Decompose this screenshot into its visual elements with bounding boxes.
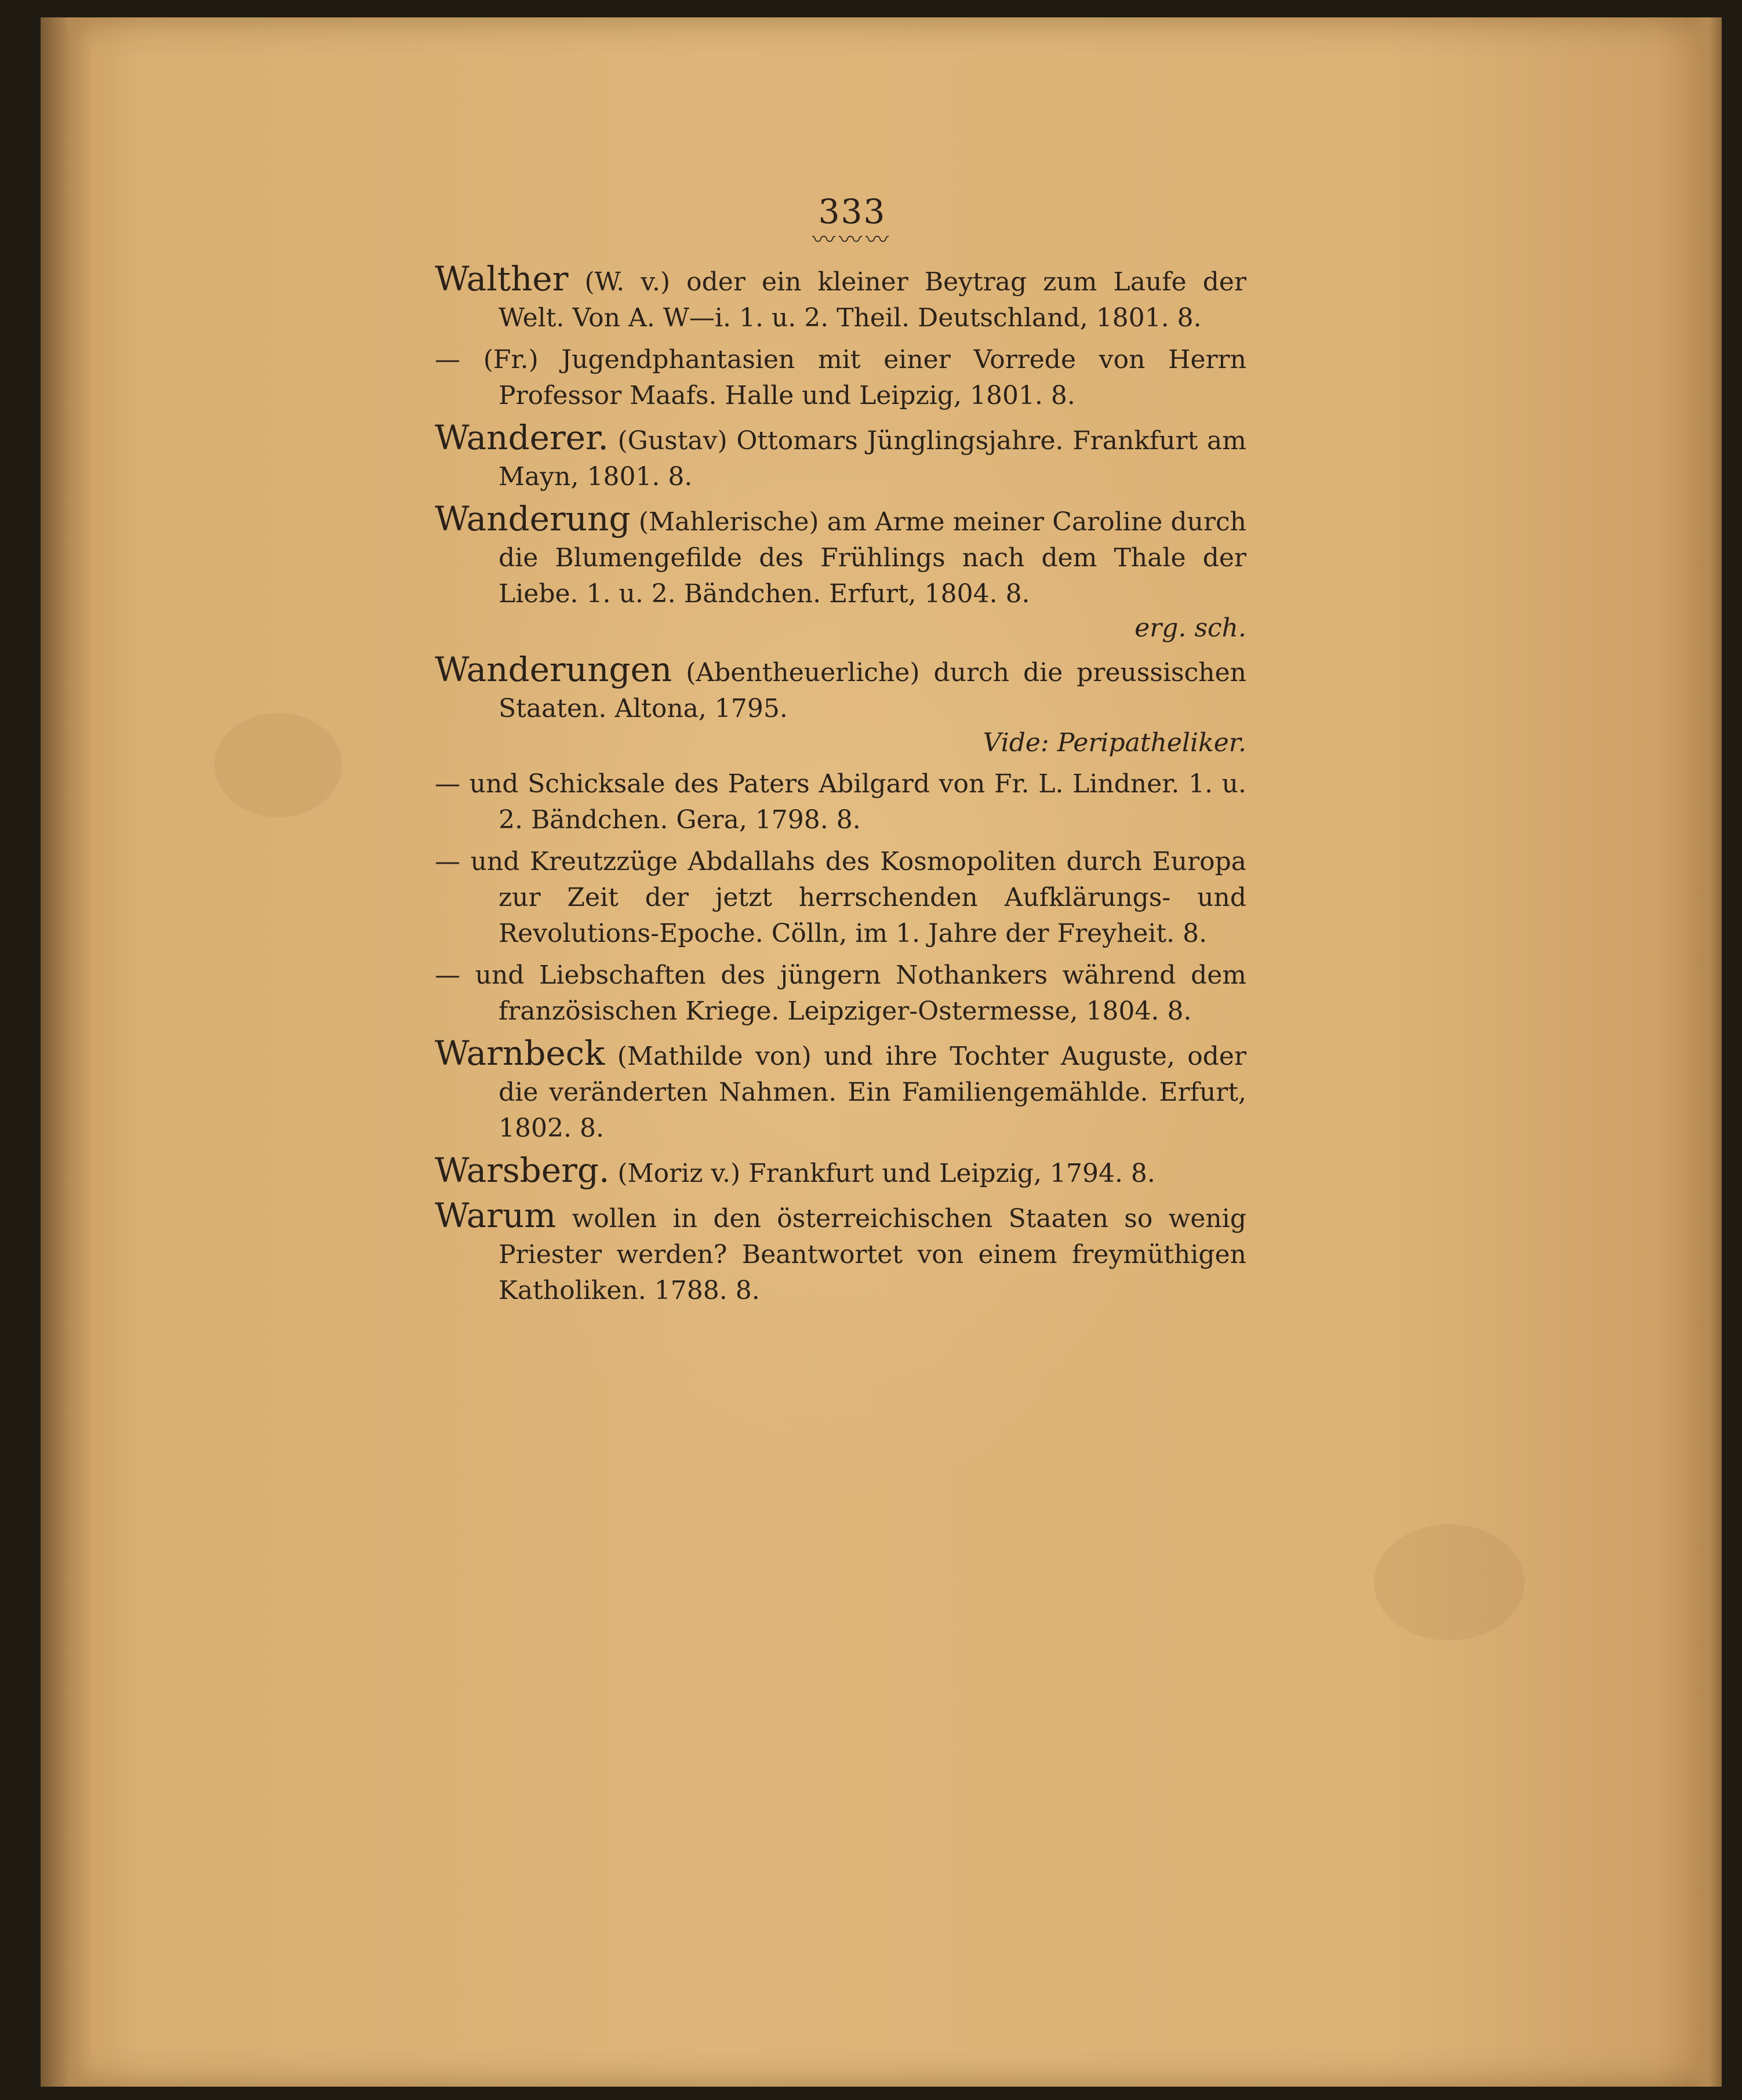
entry-text: und Kreutzzüge Abdallahs des Kosmopoliten durch Europa zur Zeit der jetzt herrschenden Aufklärungs- und Revolutions-Epoche. Cölln, im 1. Jahre der Freyheit. 8. <box>470 847 1246 948</box>
entry-headword: Wanderer. <box>435 418 609 457</box>
entry-dash: — <box>435 345 460 374</box>
entry-text: (Abentheuerliche) durch die preussischen Staaten. Altona, 1795. <box>499 658 1246 723</box>
catalog-entry <box>435 1152 1246 1192</box>
entry-note: erg. sch. <box>1134 613 1246 643</box>
catalog-entry <box>435 342 1246 414</box>
entry-dash: — <box>435 847 460 876</box>
entry-text: wollen in den österreichischen Staaten so wenig Priester werden? Beantwortet von einem freymüthigen Katholiken. 1788. 8. <box>499 1204 1246 1305</box>
entry-text: (Mahlerische) am Arme meiner Caroline durch die Blumengefilde des Frühlings nach dem Thale der Liebe. 1. u. 2. Bändchen. Erfurt, 1804. 8. <box>499 507 1246 609</box>
entry-text: (Moriz v.) Frankfurt und Leipzig, 1794. 8. <box>617 1159 1155 1188</box>
entry-text: (W. v.) oder ein kleiner Beytrag zum Laufe der Welt. Von A. W—i. 1. u. 2. Theil. Deutschland, 1801. 8. <box>499 267 1246 333</box>
catalog-entry <box>435 1198 1246 1309</box>
entry-dash: — <box>435 769 460 799</box>
ornament-rule: 〰〰〰 <box>812 227 892 253</box>
catalog-entry <box>435 420 1246 495</box>
book-page <box>41 17 1722 2087</box>
catalog-entry <box>435 261 1246 336</box>
paper-stain <box>1374 1524 1525 1640</box>
entry-headword: Warnbeck <box>435 1033 605 1073</box>
catalog-entry <box>435 844 1246 952</box>
catalog-entry <box>435 501 1246 646</box>
entry-text: (Mathilde von) und ihre Tochter Auguste, oder die veränderten Nahmen. Ein Familiengemählde. Erfurt, 1802. 8. <box>499 1042 1246 1143</box>
entry-text: (Gustav) Ottomars Jünglingsjahre. Frankfurt am Mayn, 1801. 8. <box>499 426 1246 492</box>
catalog-entry <box>435 958 1246 1029</box>
entry-headword: Wanderungen <box>435 650 672 689</box>
entry-note: Vide: Peripatheliker. <box>983 728 1246 758</box>
entry-headword: Warum <box>435 1196 557 1235</box>
entry-headword: Warsberg. <box>435 1151 610 1190</box>
book-gutter <box>41 17 93 2087</box>
entry-headword: Wanderung <box>435 499 631 538</box>
entry-headword: Walther <box>435 259 569 299</box>
entry-text: und Schicksale des Paters Abilgard von Fr. L. Lindner. 1. u. 2. Bändchen. Gera, 1798. 8. <box>469 769 1246 835</box>
paper-stain <box>214 713 342 817</box>
catalog-entry <box>435 652 1246 760</box>
entry-text: und Liebschaften des jüngern Nothankers während dem französischen Kriege. Leipziger-Ostermesse, 1804. 8. <box>475 960 1246 1026</box>
page-number: 333 <box>818 192 886 231</box>
catalog-entry <box>435 766 1246 838</box>
entry-text: (Fr.) Jugendphantasien mit einer Vorrede von Herrn Professor Maafs. Halle und Leipzig, 1801. 8. <box>483 345 1246 410</box>
catalog-entry <box>435 1035 1246 1147</box>
entry-dash: — <box>435 960 460 990</box>
page-edge <box>1687 17 1722 2087</box>
catalog-text <box>435 191 1246 1315</box>
